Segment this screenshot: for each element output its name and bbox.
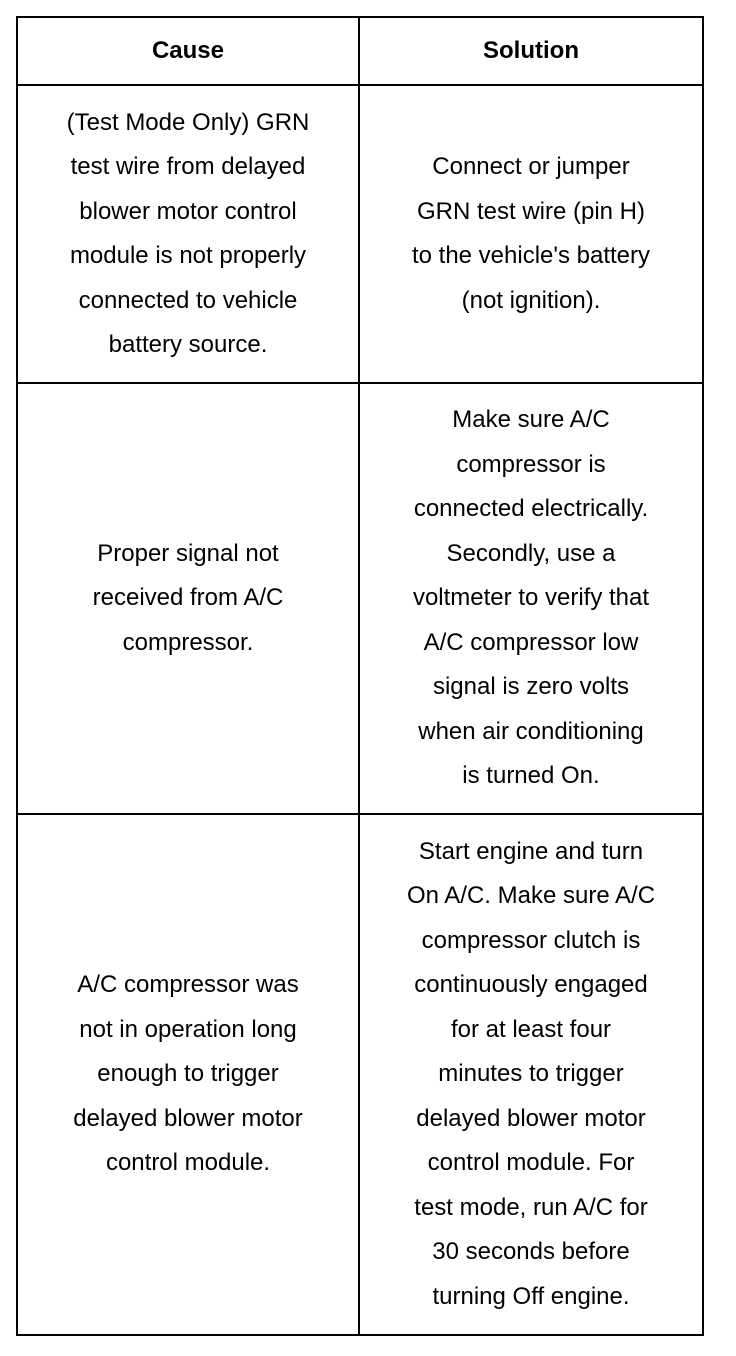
cause-cell	[17, 85, 359, 383]
solution-text: Connect or jumper GRN test wire (pin H) to the vehicle's battery (not ignition).	[411, 153, 651, 314]
solution-text: Start engine and turn On A/C. Make sure A/C compressor clutch is continuously engaged for at least four minutes to trigger delayed blower motor control module. For test mode, run A/C for 30 seconds before turning Off engine.	[406, 837, 656, 1310]
cause-column-header: Cause	[17, 17, 359, 85]
troubleshooting-table	[16, 16, 704, 1336]
solution-cell	[359, 85, 703, 383]
solution-cell	[359, 383, 703, 814]
table-row	[17, 814, 703, 1335]
table-header-row	[17, 17, 703, 85]
cause-text: A/C compressor was not in operation long enough to trigger delayed blower motor control module.	[73, 971, 303, 1177]
solution-column-header: Solution	[359, 17, 703, 85]
solution-text: Make sure A/C compressor is connected electrically. Secondly, use a voltmeter to verify that A/C compressor low signal is zero volts when air conditioning is turned On.	[412, 406, 650, 790]
cause-cell	[17, 814, 359, 1335]
cause-text: (Test Mode Only) GRN test wire from delayed blower motor control module is not properly connected to vehicle battery source.	[66, 108, 310, 358]
table-row	[17, 383, 703, 814]
table-row	[17, 85, 703, 383]
cause-cell	[17, 383, 359, 814]
solution-cell	[359, 814, 703, 1335]
cause-text: Proper signal not received from A/C compressor.	[92, 539, 284, 656]
